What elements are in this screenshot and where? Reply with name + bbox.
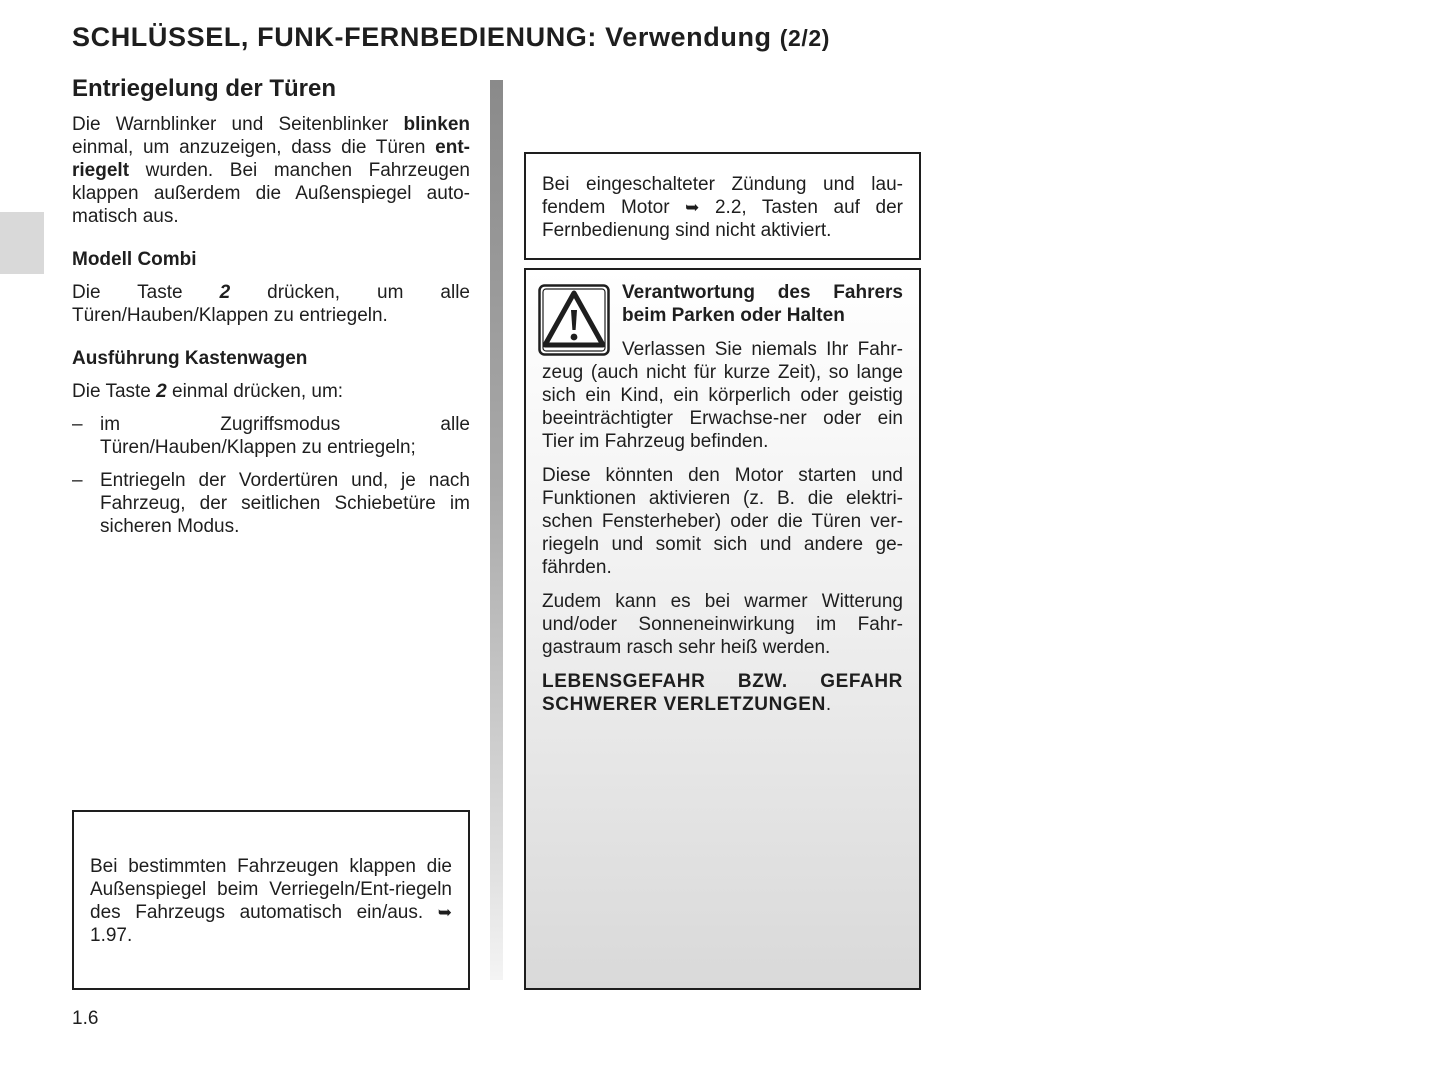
combi-paragraph: Die Taste 2 drücken, um alle Türen/Hauben/Klappen zu entriegeln. (72, 282, 470, 326)
danger-notice: LEBENSGEFAHR BZW. GEFAHR SCHWERER VERLETZUNGEN. (542, 671, 903, 715)
info-text: Bei eingeschalteter Zündung und lau-fendem Motor ➥ 2.2, Tasten auf der Fernbedienung sind nicht aktiviert. (542, 174, 903, 241)
intro-paragraph: Die Warnblinker und Seitenblinker blinken einmal, um anzuzeigen, dass die Türen ent-riegelt wurden. Bei manchen Fahrzeugen klappen außerdem die Außenspiegel auto-matisch aus. (72, 114, 470, 227)
section-heading: Entriegelung der Türen (72, 75, 337, 102)
page-indicator: (2/2) (779, 25, 831, 51)
van-paragraph: Die Taste 2 einmal drücken, um: (72, 381, 344, 402)
warning-paragraph: Diese könnten den Motor starten und Funktionen aktivieren (z. B. die elektri-schen Fensterheber) oder die Türen ver-riegeln und somit sich und andere ge-fährden. (542, 465, 903, 578)
list-item: – im Zugriffsmodus alle Türen/Hauben/Klappen zu entriegeln; (72, 413, 470, 459)
info-text: Bei bestimmten Fahrzeugen klappen die Außenspiegel beim Verriegeln/Ent-riegeln des Fahrzeugs automatisch ein/aus. ➥ 1.97. (90, 856, 452, 946)
warning-heading: Verantwortung des Fahrers beim Parken oder Halten (622, 282, 903, 326)
column-divider (490, 80, 503, 980)
van-list (72, 413, 470, 538)
page-title: SCHLÜSSEL, FUNK-FERNBEDIENUNG: Verwendung (2/2) (72, 22, 831, 52)
warning-triangle-icon (538, 284, 610, 356)
list-item: – Entriegeln der Vordertüren und, je nach Fahrzeug, der seitlichen Schiebetüre im sicheren Modus. (72, 469, 470, 538)
arrow-right-icon: ➥ (437, 903, 452, 922)
section-tab (0, 212, 44, 274)
arrow-right-icon: ➥ (685, 198, 700, 217)
warning-box (524, 268, 921, 990)
subheading-combi: Modell Combi (72, 249, 197, 270)
info-box-ignition (524, 152, 921, 260)
left-column (72, 74, 470, 548)
warning-paragraph: Zudem kann es bei warmer Witterung und/oder Sonneneinwirkung im Fahr-gastraum rasch sehr heiß werden. (542, 591, 903, 658)
page-number: 1.6 (72, 1008, 99, 1029)
warning-paragraph: Verlassen Sie niemals Ihr Fahr-zeug (auch nicht für kurze Zeit), so lange sich ein Kind, ein körperlich oder geistig beeinträchtigter Erwachse-ner oder ein Tier im Fahrzeug befinden. (542, 339, 903, 452)
subheading-van: Ausführung Kastenwagen (72, 348, 308, 369)
info-box-mirrors (72, 810, 470, 990)
